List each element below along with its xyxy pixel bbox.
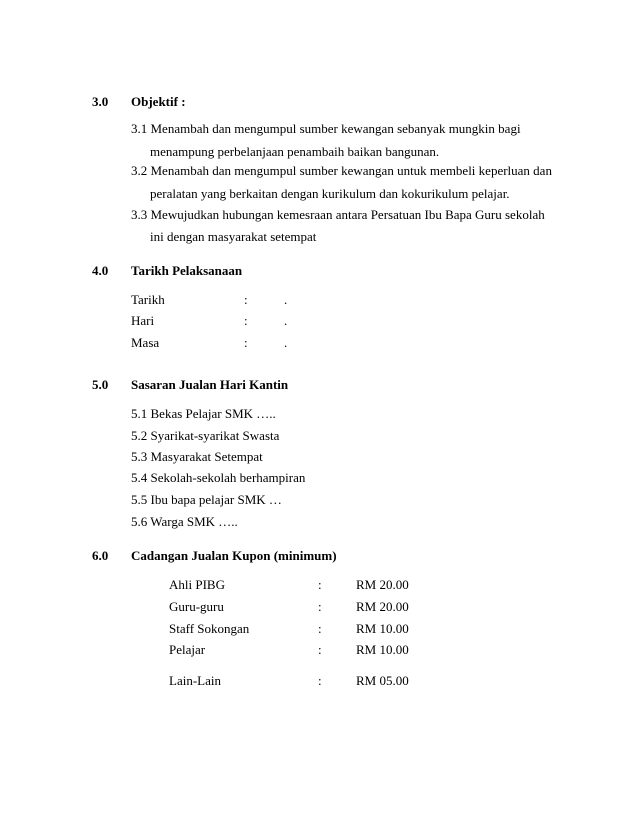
section-number-objektif: 3.0 [92,94,109,109]
objective-item-continuation: menampung perbelanjaan penambaih baikan bangunan. [150,144,440,159]
section-number-tarikh: 4.0 [92,263,109,278]
section-title-tarikh: Tarikh Pelaksanaan [131,263,243,278]
section-title-kupon: Cadangan Jualan Kupon (minimum) [131,548,337,563]
schedule-label: Tarikh [131,292,165,307]
schedule-label: Masa [131,335,160,350]
objective-item-line: 3.1 Menambah dan mengumpul sumber kewangan sebanyak mungkin bagi [131,121,521,136]
coupon-category: Staff Sokongan [169,621,250,636]
coupon-price: RM 05.00 [356,673,409,688]
coupon-colon: : [318,673,322,688]
target-item: 5.3 Masyarakat Setempat [131,449,263,464]
coupon-category: Ahli PIBG [169,577,225,592]
section-number-sasaran: 5.0 [92,377,109,392]
objective-item-continuation: peralatan yang berkaitan dengan kurikulum dan kokurikulum pelajar. [150,186,510,201]
schedule-value: . [284,313,288,328]
schedule-colon: : [244,292,248,307]
section-title-sasaran: Sasaran Jualan Hari Kantin [131,377,289,392]
coupon-price: RM 20.00 [356,599,409,614]
coupon-colon: : [318,642,322,657]
coupon-colon: : [318,599,322,614]
schedule-value: . [284,292,288,307]
coupon-category: Lain-Lain [169,673,221,688]
objective-item-continuation: ini dengan masyarakat setempat [150,229,317,244]
schedule-value: . [284,335,288,350]
target-item: 5.2 Syarikat-syarikat Swasta [131,428,280,443]
section-title-objektif: Objektif : [131,94,186,109]
schedule-colon: : [244,335,248,350]
coupon-colon: : [318,577,322,592]
objective-item-line: 3.2 Menambah dan mengumpul sumber kewangan untuk membeli keperluan dan [131,163,552,178]
target-item: 5.5 Ibu bapa pelajar SMK … [131,492,282,507]
section-number-kupon: 6.0 [92,548,109,563]
objective-item-line: 3.3 Mewujudkan hubungan kemesraan antara Persatuan Ibu Bapa Guru sekolah [131,207,545,222]
coupon-price: RM 10.00 [356,642,409,657]
target-item: 5.1 Bekas Pelajar SMK ….. [131,406,276,421]
target-item: 5.6 Warga SMK ….. [131,514,238,529]
schedule-label: Hari [131,313,155,328]
schedule-colon: : [244,313,248,328]
coupon-price: RM 20.00 [356,577,409,592]
coupon-colon: : [318,621,322,636]
coupon-category: Pelajar [169,642,206,657]
target-item: 5.4 Sekolah-sekolah berhampiran [131,470,306,485]
coupon-price: RM 10.00 [356,621,409,636]
coupon-category: Guru-guru [169,599,224,614]
